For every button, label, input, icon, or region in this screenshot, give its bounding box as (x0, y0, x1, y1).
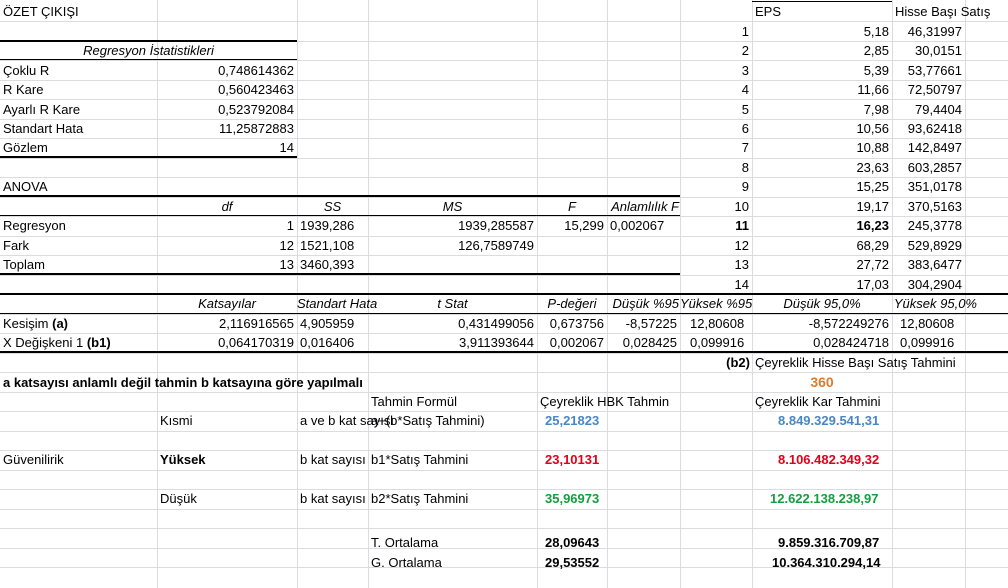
sales-value[interactable]: 30,0151 (915, 43, 962, 58)
grid-row-line (0, 509, 1008, 510)
anova-ss[interactable]: 1939,286 (300, 218, 355, 233)
eps-value[interactable]: 10,56 (856, 121, 889, 136)
forecast-hbk-value[interactable]: 35,96973 (545, 491, 600, 506)
forecast-kar-value[interactable]: 8.849.329.541,31 (778, 413, 880, 428)
g-avg-label: G. Ortalama (371, 555, 442, 570)
coef-header: t Stat (437, 296, 468, 311)
sales-value[interactable]: 53,77661 (907, 63, 962, 78)
sales-value[interactable]: 383,6477 (907, 257, 962, 272)
stat-label: Ayarlı R Kare (3, 102, 81, 117)
sales-value[interactable]: 79,4404 (915, 102, 962, 117)
anova-df[interactable]: 1 (286, 218, 294, 233)
stat-value[interactable]: 11,25872883 (219, 121, 294, 136)
stat-value[interactable]: 0,523792084 (218, 102, 294, 117)
eps-row-number: 6 (741, 121, 749, 136)
coef-value[interactable]: 3,911393644 (459, 335, 534, 350)
forecast-kar-value[interactable]: 8.106.482.349,32 (778, 452, 880, 467)
eps-header: EPS (755, 4, 782, 19)
coef-value[interactable]: 4,905959 (300, 316, 355, 331)
coef-header: P-değeri (547, 296, 597, 311)
grid-row-line (0, 528, 1008, 529)
grid-row-line (0, 470, 1008, 471)
g-avg-hbk[interactable]: 29,53552 (545, 555, 600, 570)
eps-value[interactable]: 19,17 (856, 199, 889, 214)
coef-value[interactable]: 0,002067 (549, 335, 604, 350)
t-avg-hbk[interactable]: 28,09643 (545, 535, 600, 550)
eps-row-number: 12 (734, 238, 749, 253)
forecast-row-desc: a ve b kat sayısı (300, 413, 394, 428)
eps-value[interactable]: 2,85 (863, 43, 889, 58)
anova-df[interactable]: 12 (279, 238, 294, 253)
reg-stats-title: Regresyon İstatistikleri (83, 43, 214, 58)
eps-value[interactable]: 5,18 (863, 24, 889, 39)
forecast-hbk-value[interactable]: 25,21823 (545, 413, 600, 428)
eps-row-number: 3 (741, 63, 749, 78)
anova-f[interactable]: 15,299 (564, 218, 604, 233)
coef-row-label: Kesişim (3, 316, 53, 331)
coef-value[interactable]: 0,431499056 (458, 316, 534, 331)
anova-title: ANOVA (3, 179, 48, 194)
anova-df[interactable]: 13 (279, 257, 294, 272)
eps-value[interactable]: 5,39 (863, 63, 889, 78)
eps-value[interactable]: 68,29 (856, 238, 889, 253)
anova-sig[interactable]: 0,002067 (610, 218, 665, 233)
grid-row-line (0, 431, 1008, 432)
coef-header: Yüksek 95,0% (893, 296, 977, 311)
eps-value[interactable]: 11,66 (857, 82, 889, 97)
eps-value[interactable]: 7,98 (863, 102, 889, 117)
coef-header: Yüksek %95 (680, 296, 753, 311)
eps-value[interactable]: 27,72 (856, 257, 889, 272)
forecast-row-desc: b kat sayısı (300, 452, 366, 467)
eps-row-number: 2 (741, 43, 749, 58)
anova-row-label: Toplam (3, 257, 45, 272)
sales-value[interactable]: 142,8497 (907, 140, 962, 155)
forecast-row-formula: b2*Satış Tahmini (371, 491, 469, 506)
eps-row-number: 9 (741, 179, 749, 194)
forecast-row-name: Düşük (160, 491, 197, 506)
sales-value[interactable]: 304,2904 (907, 277, 962, 292)
stat-label: Gözlem (3, 140, 48, 155)
coef-value[interactable]: 0,099916 (900, 335, 955, 350)
hbk-header: Çeyreklik HBK Tahmin (540, 394, 670, 409)
stat-value[interactable]: 0,560423463 (218, 82, 294, 97)
forecast-row-formula: a+(b*Satış Tahmini) (371, 413, 485, 428)
sales-value[interactable]: 603,2857 (907, 160, 962, 175)
sales-value[interactable]: 72,50797 (907, 82, 962, 97)
quarter-sales-value[interactable]: 360 (810, 374, 834, 390)
coef-value[interactable]: 2,116916565 (219, 316, 294, 331)
forecast-row-name: Yüksek (160, 452, 206, 467)
forecast-row-name: Kısmi (160, 413, 193, 428)
coef-row-symbol: (a) (52, 316, 69, 331)
coef-value[interactable]: 0,028424718 (813, 335, 889, 350)
forecast-row-desc: b kat sayısı (300, 491, 366, 506)
anova-header-f: F (568, 199, 576, 214)
sales-value[interactable]: 93,62418 (907, 121, 962, 136)
eps-row-number: 5 (741, 102, 749, 117)
sales-value[interactable]: 245,3778 (907, 218, 962, 233)
coef-value[interactable]: 12,80608 (690, 316, 745, 331)
stat-value[interactable]: 14 (279, 140, 294, 155)
anova-row-label: Fark (3, 238, 29, 253)
stat-label: Standart Hata (3, 121, 84, 136)
g-avg-kar[interactable]: 10.364.310.294,14 (772, 555, 881, 570)
b2-label: (b2) (726, 355, 750, 370)
eps-value[interactable]: 16,23 (856, 218, 889, 233)
formula-header: Tahmin Formül (371, 394, 457, 409)
anova-header-sig: Anlamlılık F (611, 199, 679, 214)
eps-row-number: 1 (741, 24, 749, 39)
coef-row-symbol: (b1) (86, 335, 111, 350)
coef-value[interactable]: -8,572249276 (808, 316, 889, 331)
eps-value[interactable]: 17,03 (856, 277, 889, 292)
eps-row-number: 11 (735, 218, 749, 233)
sales-value[interactable]: 46,31997 (907, 24, 962, 39)
stat-label: Çoklu R (3, 63, 50, 78)
coef-value[interactable]: -8,57225 (625, 316, 677, 331)
sales-value[interactable]: 370,5163 (907, 199, 962, 214)
anova-ms[interactable]: 1939,285587 (458, 218, 534, 233)
anova-row-label: Regresyon (3, 218, 66, 233)
summary-title: ÖZET ÇIKIŞI (3, 4, 79, 19)
coef-value[interactable]: 0,016406 (300, 335, 355, 350)
eps-row-number: 7 (741, 140, 749, 155)
eps-row-number: 4 (741, 82, 749, 97)
forecast-note: a katsayısı anlamlı değil tahmin b katsayına göre yapılmalı (3, 375, 363, 390)
coef-value[interactable]: 12,80608 (900, 316, 955, 331)
eps-value[interactable]: 23,63 (856, 160, 889, 175)
coef-header: Düşük %95 (612, 296, 679, 311)
coef-header: Standart Hata (297, 296, 378, 311)
coef-value[interactable]: 0,064170319 (218, 335, 294, 350)
coef-value[interactable]: 0,099916 (690, 335, 745, 350)
reliability-label: Güvenilirik (3, 452, 64, 467)
coef-header: Düşük 95,0% (783, 296, 861, 311)
coef-header: Katsayılar (198, 296, 256, 311)
coef-value[interactable]: 0,673756 (549, 316, 604, 331)
kar-header: Çeyreklik Kar Tahmini (755, 394, 881, 409)
anova-header-df: df (221, 199, 233, 214)
anova-ss[interactable]: 1521,108 (300, 238, 355, 253)
sales-value[interactable]: 351,0178 (907, 179, 962, 194)
eps-row-number: 13 (734, 257, 749, 272)
coef-value[interactable]: 0,028425 (622, 335, 677, 350)
quarter-sales-title: Çeyreklik Hisse Başı Satış Tahmini (755, 355, 956, 370)
eps-row-number: 14 (734, 277, 749, 292)
coef-row-label: X Değişkeni 1 (3, 335, 87, 350)
stat-label: R Kare (3, 82, 44, 97)
eps-row-number: 8 (741, 160, 749, 175)
t-avg-kar[interactable]: 9.859.316.709,87 (778, 535, 880, 550)
anova-header-ss: SS (323, 199, 342, 214)
anova-ss[interactable]: 3460,393 (300, 257, 355, 272)
anova-header-ms: MS (442, 199, 463, 214)
anova-ms[interactable]: 126,7589749 (458, 238, 534, 253)
eps-row-number: 10 (734, 199, 749, 214)
forecast-kar-value[interactable]: 12.622.138.238,97 (770, 491, 879, 506)
eps-value[interactable]: 10,88 (856, 140, 889, 155)
sales-header: Hisse Başı Satış (895, 4, 991, 19)
coef-row-x1 (3, 333, 157, 352)
eps-value[interactable]: 15,25 (856, 179, 889, 194)
t-avg-label: T. Ortalama (371, 535, 439, 550)
stat-value[interactable]: 0,748614362 (218, 63, 294, 78)
sales-value[interactable]: 529,8929 (907, 238, 962, 253)
coef-row-intercept (3, 314, 157, 333)
forecast-row-formula: b1*Satış Tahmini (371, 452, 469, 467)
forecast-hbk-value[interactable]: 23,10131 (545, 452, 600, 467)
